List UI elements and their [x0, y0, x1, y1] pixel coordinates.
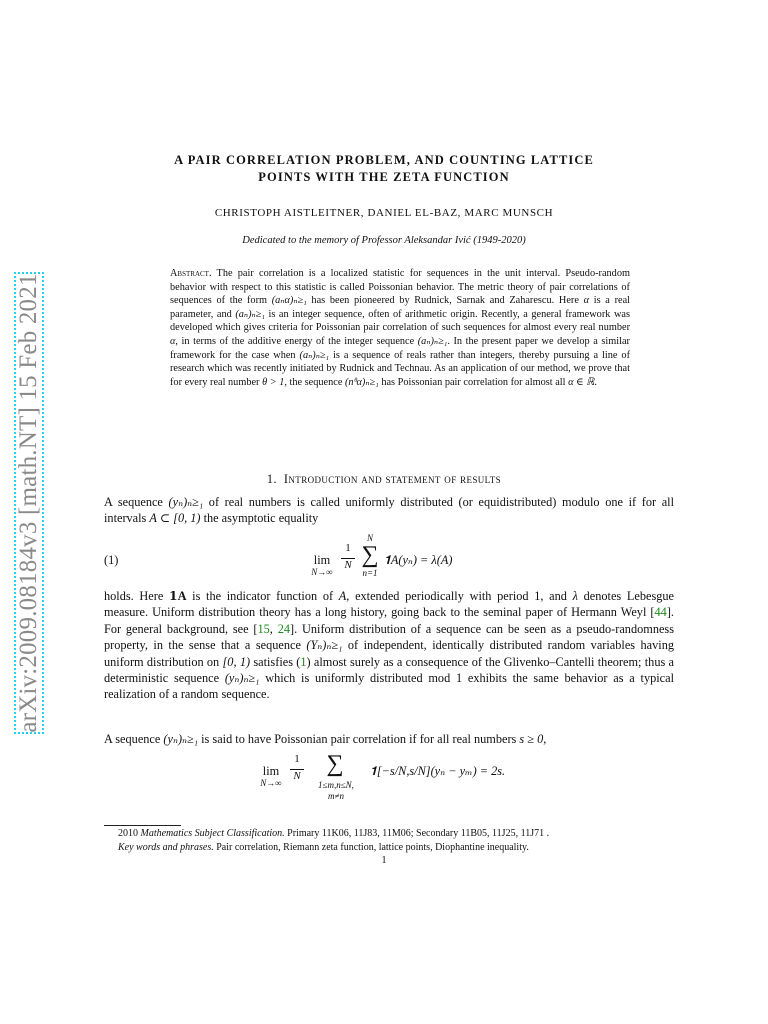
sigma-symbol: ∑	[326, 751, 344, 777]
equation-sum-bottom: 1≤m,n≤N,	[318, 780, 354, 790]
page-number: 1	[381, 855, 387, 866]
body-text: ,	[543, 732, 547, 746]
abstract-text: The pair correlation is a localized statistic for sequences in the unit interval. Pseudo-random behavior with respect to this statistic is called Poissonian behavior. The metric theory of pair correlations of sequences of the form	[170, 268, 630, 307]
abstract-text: is a sequence of reals rather than integers, thereby pursuing a line of research which was recently initiated by Rudnick and Technau. As an application of our method, we prove that for every real number	[170, 349, 630, 388]
equation-frac-den: N	[293, 770, 301, 782]
paragraph	[104, 588, 674, 703]
paper-title-line-2: POINTS WITH THE ZETA FUNCTION	[258, 170, 510, 184]
footnote-text: 2010	[118, 828, 141, 839]
body-text: holds. Here	[104, 589, 170, 603]
footnote-label: Mathematics Subject Classification.	[140, 828, 285, 839]
equation-frac-num: 1	[294, 753, 300, 765]
paragraph	[104, 731, 674, 747]
body-text: is said to have Poissonian pair correlation if for all real numbers	[198, 732, 520, 746]
paper-title-line-1: A PAIR CORRELATION PROBLEM, AND COUNTING LATTICE	[174, 153, 594, 167]
math-inline: (nᶿα)ₙ≥₁	[345, 376, 379, 388]
equation-frac-den: N	[344, 559, 352, 571]
math-inline: (yₙ)ₙ≥₁	[168, 495, 204, 509]
citation-link[interactable]: 24	[277, 621, 290, 636]
math-inline: [0, 1)	[222, 654, 251, 669]
paper-dedication: Dedicated to the memory of Professor Aleksandar Ivić (1949-2020)	[242, 235, 526, 246]
section-heading	[0, 472, 768, 487]
body-text: ]. Uniform distribution of a sequence can be seen as a pseudo-randomness property, in the sense that a sequence	[104, 621, 674, 653]
body-text: ) almost surely as a consequence of the Glivenko–Cantelli theorem; thus a deterministic sequence	[104, 654, 675, 686]
math-inline: (yₙ)ₙ≥₁	[163, 732, 199, 746]
equation-body: 𝟏[−s/N,s/N](yₙ − yₘ) = 2s.	[370, 764, 506, 778]
abstract-text: , in terms of the additive energy of the integer sequence	[175, 335, 418, 347]
equation-sum-bottom-2: m≠n	[328, 791, 344, 801]
math-inline: α	[170, 335, 176, 347]
body-text: of real numbers is called uniformly distributed (or equidistributed) modulo one if for all intervals	[104, 495, 674, 526]
equation-lim-sub: N→∞	[311, 567, 333, 577]
body-text: which is uniformly distributed mod 1 exhibits the same behavior as a typical realization of a random sequence.	[104, 671, 674, 702]
math-inline: (aₙ)ₙ≥₁	[299, 349, 330, 361]
math-inline: θ > 1	[262, 376, 285, 388]
footnote-rule	[104, 825, 181, 826]
math-inline: (yₙ)ₙ≥₁	[224, 671, 260, 686]
math-inline: λ	[572, 589, 578, 603]
body-text: A sequence	[104, 495, 169, 509]
equation-number: (1)	[104, 553, 119, 567]
paragraph	[104, 494, 674, 527]
paper-authors: CHRISTOPH AISTLEITNER, DANIEL EL-BAZ, MARC MUNSCH	[214, 207, 554, 219]
math-inline: A ⊂ [0, 1)	[149, 511, 201, 526]
abstract-text: , the sequence	[284, 376, 345, 388]
equation-frac-num: 1	[345, 542, 351, 554]
equation-lim: lim	[262, 764, 280, 778]
abstract-text: .	[594, 376, 597, 388]
sigma-symbol: ∑	[361, 542, 379, 568]
equation-body: 𝟏A(yₙ) = λ(A)	[384, 553, 453, 567]
footnote-text: Primary 11K06, 11J83, 11M06; Secondary 11B05, 11J25, 11J71 .	[284, 828, 550, 839]
abstract	[170, 267, 630, 389]
math-inline: α	[583, 295, 590, 307]
body-text: , extended periodically with period 1, and	[346, 589, 573, 603]
citation-link[interactable]: 44	[654, 605, 667, 620]
abstract-label: Abstract.	[170, 268, 212, 279]
body-text: denotes Lebesgue measure. Uniform distribution theory has a long history, going back to the seminal paper of Hermann Weyl [	[104, 589, 675, 620]
equation-sum-top: N	[366, 533, 373, 543]
citation-link[interactable]: 15	[257, 621, 270, 636]
math-inline: 𝟏A	[169, 589, 187, 603]
body-text: ,	[269, 621, 278, 636]
body-text: ]. For general background, see [	[104, 605, 674, 636]
abstract-text: has Poissonian pair correlation for almost all	[378, 376, 569, 388]
math-inline: A	[338, 589, 347, 603]
equation-lim: lim	[313, 553, 331, 567]
footnote-label: Key words and phrases.	[118, 842, 214, 853]
math-inline: α ∈ ℝ	[568, 376, 595, 388]
abstract-text: is an integer sequence, often of arithmetic origin. Recently, a general framework was developed which gives criteria for Poissonian pair correlation of such sequences for almost every real number	[170, 308, 630, 334]
math-inline: (aₙα)ₙ≥₁	[271, 295, 307, 307]
math-inline: s ≥ 0	[519, 732, 544, 746]
section-title: Introduction and statement of results	[283, 472, 502, 486]
equation-ref-link[interactable]: 1	[300, 654, 307, 669]
body-text: is the indicator function of	[186, 589, 339, 603]
math-inline: (Yₙ)ₙ≥₁	[306, 638, 343, 653]
footnote-keywords	[104, 841, 674, 855]
body-text: satisfies (	[250, 654, 301, 669]
abstract-text: is a real parameter, and	[170, 295, 631, 320]
arxiv-stamp[interactable]: arXiv:2009.08184v3 [math.NT] 15 Feb 2021	[15, 273, 42, 733]
abstract-text: . In the present paper we develop a similar framework for the case when	[170, 335, 630, 361]
section-number: 1.	[266, 472, 277, 486]
equation-sum-bottom: n=1	[362, 568, 378, 578]
body-text: A sequence	[104, 732, 164, 746]
math-inline: (aₙ)ₙ≥₁	[417, 335, 448, 347]
equation-lim-sub: N→∞	[260, 778, 282, 788]
footnote-msc	[104, 827, 674, 841]
body-text: of independent, identically distributed random variables having uniform distribution on	[104, 638, 674, 669]
abstract-text: has been pioneered by Rudnick, Sarnak and Zaharescu. Here	[306, 295, 584, 307]
footnote-text: Pair correlation, Riemann zeta function, lattice points, Diophantine inequality.	[213, 842, 529, 853]
math-inline: (aₙ)ₙ≥₁	[235, 308, 265, 320]
body-text: the asymptotic equality	[200, 511, 319, 526]
